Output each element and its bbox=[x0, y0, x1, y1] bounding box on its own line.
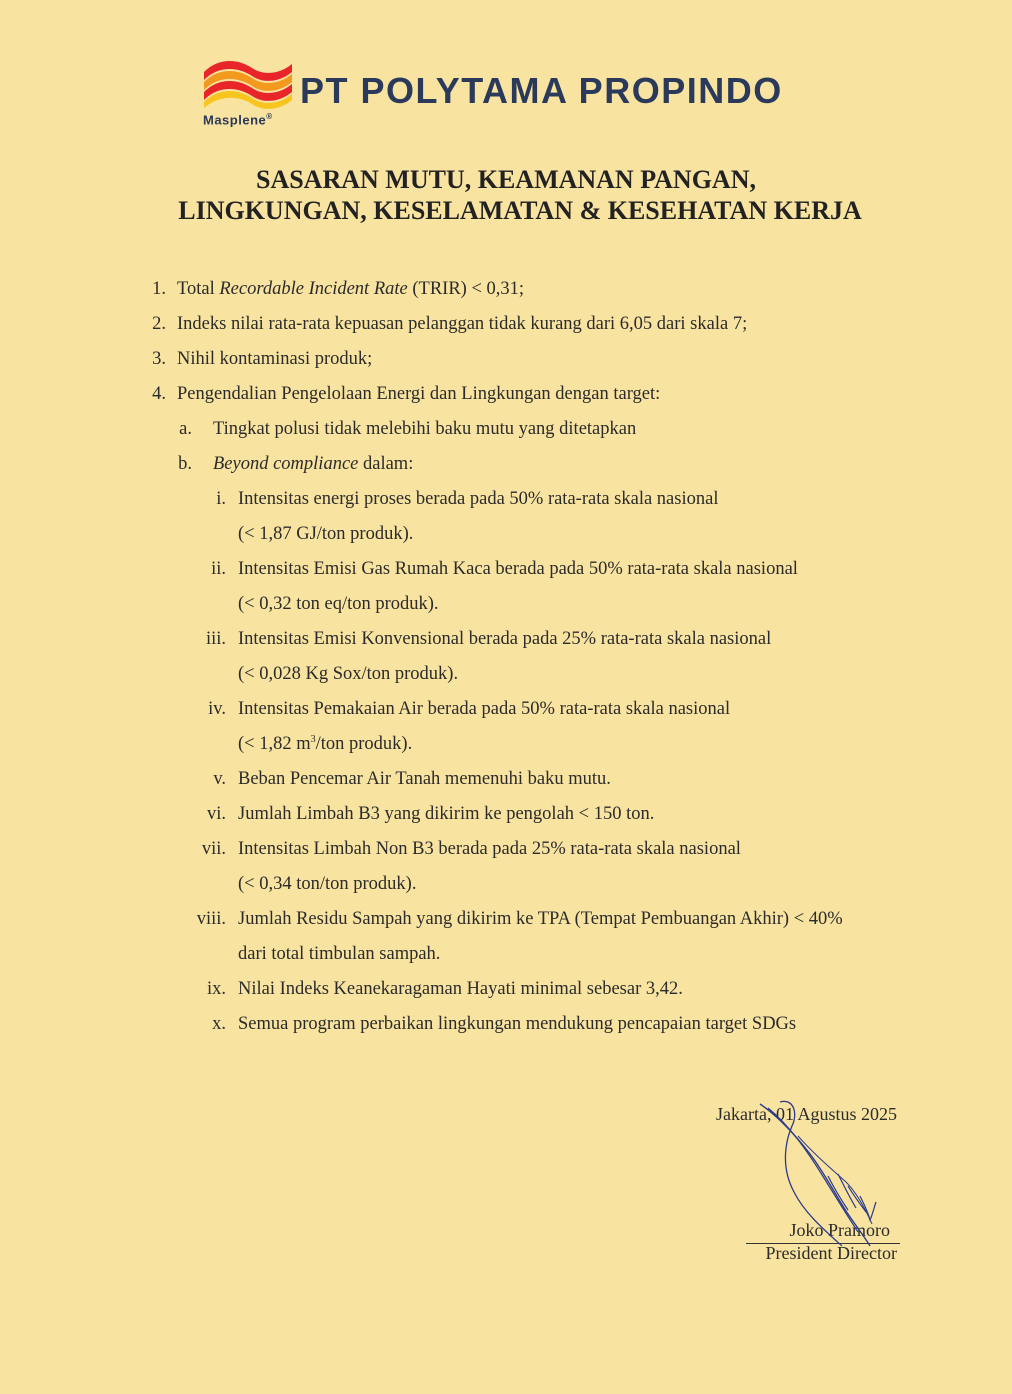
roman-text-cont: (< 0,32 ton eq/ton produk). bbox=[238, 594, 439, 614]
flame-wave-logo-icon bbox=[202, 56, 294, 114]
signatory-position: President Director bbox=[765, 1243, 897, 1263]
roman-number: iv. bbox=[208, 699, 226, 719]
item-number: 1. bbox=[152, 279, 166, 299]
roman-text: Intensitas Emisi Konvensional berada pada 25% rata-rata skala nasional bbox=[238, 629, 772, 649]
roman-text: Nilai Indeks Keanekaragaman Hayati minimal sebesar 3,42. bbox=[238, 979, 683, 999]
roman-number: iii. bbox=[205, 629, 226, 649]
document-title-line2: LINGKUNGAN, KESELAMATAN & KESEHATAN KERJA bbox=[178, 196, 862, 225]
subitem-text: Beyond compliance dalam: bbox=[213, 454, 414, 474]
roman-text: Jumlah Limbah B3 yang dikirim ke pengolah < 150 ton. bbox=[238, 804, 655, 824]
item-text: Pengendalian Pengelolaan Energi dan Lingkungan dengan target: bbox=[177, 384, 661, 404]
roman-text: Jumlah Residu Sampah yang dikirim ke TPA (Tempat Pembuangan Akhir) < 40% bbox=[238, 909, 843, 929]
item-number: 3. bbox=[152, 349, 166, 369]
roman-text: Intensitas energi proses berada pada 50% rata-rata skala nasional bbox=[238, 489, 719, 509]
roman-text: Beban Pencemar Air Tanah memenuhi baku mutu. bbox=[238, 769, 611, 789]
item-number: 2. bbox=[152, 314, 166, 334]
item-text: Nihil kontaminasi produk; bbox=[177, 349, 373, 369]
roman-text-cont: (< 0,34 ton/ton produk). bbox=[238, 874, 417, 894]
roman-number: vii. bbox=[201, 839, 226, 859]
roman-text: Intensitas Pemakaian Air berada pada 50% rata-rata skala nasional bbox=[238, 699, 731, 719]
subitem-letter: b. bbox=[178, 454, 192, 474]
roman-number: vi. bbox=[206, 804, 226, 824]
brand-name: Masplene® bbox=[203, 112, 273, 128]
roman-text: Intensitas Limbah Non B3 berada pada 25% rata-rata skala nasional bbox=[238, 839, 741, 859]
company-name: PT POLYTAMA PROPINDO bbox=[300, 70, 783, 111]
roman-number: v. bbox=[213, 769, 226, 789]
document-title-line1: SASARAN MUTU, KEAMANAN PANGAN, bbox=[255, 165, 756, 194]
item-number: 4. bbox=[152, 384, 166, 404]
roman-number: ix. bbox=[206, 979, 226, 999]
signatory-name: Joko Pramoro bbox=[789, 1220, 890, 1240]
place-date: Jakarta, 01 Agustus 2025 bbox=[716, 1104, 897, 1124]
roman-text: Semua program perbaikan lingkungan mendukung pencapaian target SDGs bbox=[238, 1014, 797, 1034]
roman-text: Intensitas Emisi Gas Rumah Kaca berada pada 50% rata-rata skala nasional bbox=[238, 559, 798, 579]
subitem-text: Tingkat polusi tidak melebihi baku mutu yang ditetapkan bbox=[213, 419, 637, 439]
item-text: Total Recordable Incident Rate (TRIR) < 0,31; bbox=[177, 279, 525, 299]
handwritten-signature bbox=[738, 1096, 888, 1266]
roman-text-cont: (< 1,87 GJ/ton produk). bbox=[238, 524, 414, 544]
roman-number: x. bbox=[212, 1014, 226, 1034]
roman-number: viii. bbox=[196, 909, 226, 929]
item-text: Indeks nilai rata-rata kepuasan pelanggan tidak kurang dari 6,05 dari skala 7; bbox=[177, 314, 748, 334]
roman-text-cont: (< 1,82 $m^3$/ton produk). bbox=[238, 734, 413, 755]
roman-text-cont: (< 0,028 Kg Sox/ton produk). bbox=[238, 664, 459, 684]
subitem-letter: a. bbox=[179, 419, 192, 439]
roman-text-cont: dari total timbulan sampah. bbox=[238, 944, 441, 964]
roman-number: ii. bbox=[211, 559, 226, 579]
roman-number: i. bbox=[216, 489, 226, 509]
